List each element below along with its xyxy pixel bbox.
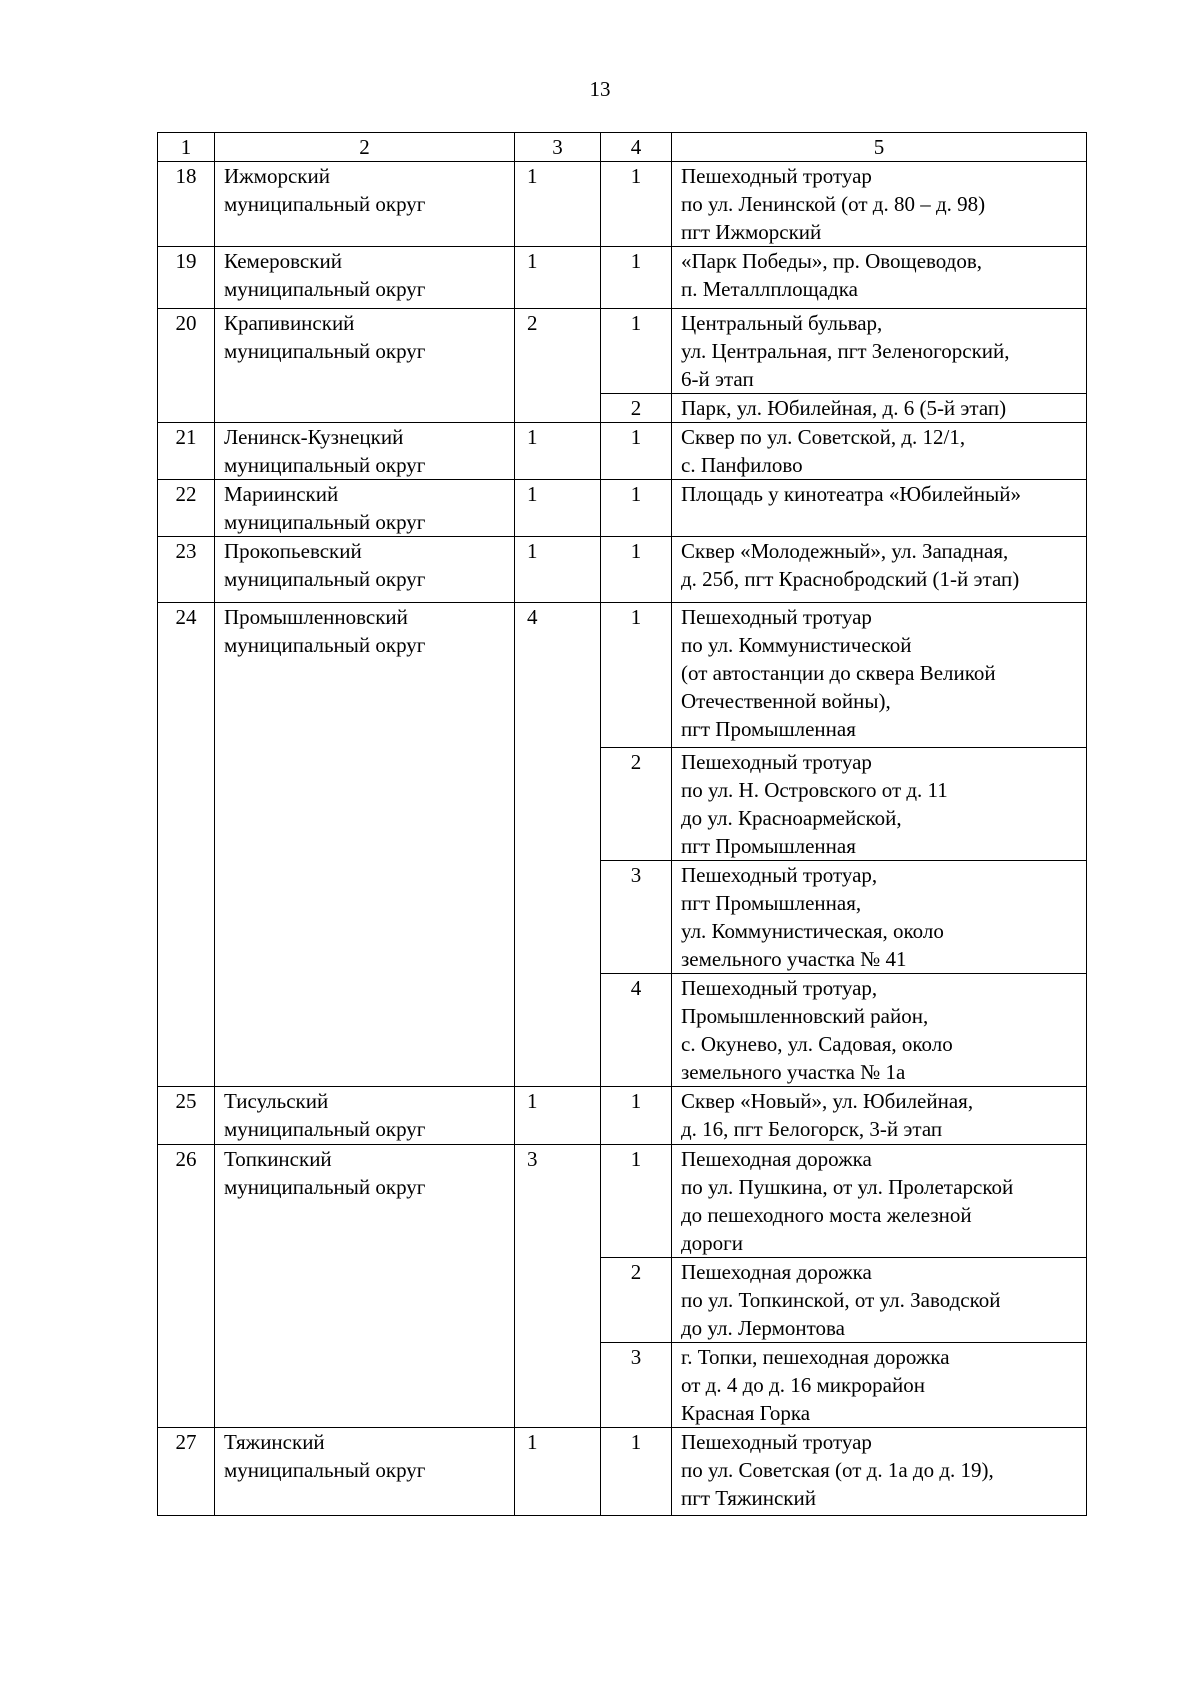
row-number: 19 (158, 247, 215, 309)
page-number: 13 (589, 77, 611, 101)
district-name (215, 1145, 515, 1428)
objects-count: 1 (515, 162, 601, 247)
header-row (158, 133, 1087, 162)
district-name (215, 537, 515, 603)
object-description (672, 1343, 1087, 1428)
header-cell-3: 3 (515, 133, 601, 162)
text-line: пгт Тяжинский (681, 1486, 816, 1510)
text-line: Ижморский (224, 164, 330, 188)
text-line: ул. Коммунистическая, около (681, 919, 944, 943)
objects-count: 1 (515, 480, 601, 537)
text-line: муниципальный округ (224, 1117, 426, 1141)
object-description (672, 603, 1087, 748)
row-number: 20 (158, 309, 215, 423)
text-line: Пешеходный тротуар (681, 750, 872, 774)
text-line: пгт Промышленная (681, 717, 856, 741)
object-number: 1 (601, 309, 672, 394)
objects-count: 1 (515, 537, 601, 603)
text-line: Отечественной войны), (681, 689, 891, 713)
text-line: Ленинск-Кузнецкий (224, 425, 404, 449)
district-name (215, 423, 515, 480)
district-name (215, 603, 515, 1087)
text-line: «Парк Победы», пр. Овощеводов, (681, 249, 983, 273)
table-row (158, 162, 1087, 247)
text-line: п. Металлплощадка (681, 277, 858, 301)
table-row (158, 1145, 1087, 1258)
text-line: муниципальный округ (224, 1458, 426, 1482)
table-row (158, 480, 1087, 537)
text-line: Пешеходная дорожка (681, 1147, 872, 1171)
text-line: Прокопьевский (224, 539, 362, 563)
objects-count: 1 (515, 247, 601, 309)
text-line: Промышленновский район, (681, 1004, 929, 1028)
object-description (672, 1258, 1087, 1343)
text-line: от д. 4 до д. 16 микрорайон (681, 1373, 925, 1397)
object-number: 3 (601, 861, 672, 974)
row-number: 21 (158, 423, 215, 480)
object-number: 1 (601, 1428, 672, 1516)
row-number: 24 (158, 603, 215, 1087)
table-row (158, 537, 1087, 603)
text-line: пгт Промышленная, (681, 891, 862, 915)
row-number: 27 (158, 1428, 215, 1516)
objects-count: 1 (515, 1428, 601, 1516)
text-line: с. Окунево, ул. Садовая, около (681, 1032, 953, 1056)
table-row (158, 247, 1087, 309)
text-line: до ул. Лермонтова (681, 1316, 845, 1340)
row-number: 18 (158, 162, 215, 247)
object-number: 2 (601, 1258, 672, 1343)
text-line: муниципальный округ (224, 339, 426, 363)
text-line: Пешеходный тротуар, (681, 863, 878, 887)
text-line: до пешеходного моста железной (681, 1203, 972, 1227)
object-description (672, 861, 1087, 974)
text-line: по ул. Ленинской (от д. 80 – д. 98) (681, 192, 986, 216)
object-description (672, 394, 1087, 423)
object-description (672, 480, 1087, 537)
objects-count: 2 (515, 309, 601, 423)
district-name (215, 480, 515, 537)
text-line: Сквер «Новый», ул. Юбилейная, (681, 1089, 974, 1113)
object-number: 1 (601, 1087, 672, 1145)
text-line: по ул. Топкинской, от ул. Заводской (681, 1288, 1001, 1312)
table-row (158, 1428, 1087, 1516)
text-line: Кемеровский (224, 249, 342, 273)
table-row (158, 1087, 1087, 1145)
text-line: муниципальный округ (224, 453, 426, 477)
objects-count: 3 (515, 1145, 601, 1428)
text-line: Пешеходный тротуар (681, 164, 872, 188)
table-row (158, 423, 1087, 480)
text-line: г. Топки, пешеходная дорожка (681, 1345, 950, 1369)
district-name (215, 162, 515, 247)
text-line: Крапивинский (224, 311, 355, 335)
text-line: земельного участка № 1а (681, 1060, 906, 1084)
object-description (672, 247, 1087, 309)
objects-table (157, 132, 1087, 1516)
text-line: Сквер по ул. Советской, д. 12/1, (681, 425, 966, 449)
text-line: Сквер «Молодежный», ул. Западная, (681, 539, 1009, 563)
text-line: по ул. Н. Островского от д. 11 (681, 778, 948, 802)
table-body (158, 133, 1087, 1516)
row-number: 23 (158, 537, 215, 603)
table-row (158, 603, 1087, 748)
text-line: Тяжинский (224, 1430, 325, 1454)
object-description (672, 423, 1087, 480)
text-line: Пешеходный тротуар (681, 605, 872, 629)
object-description (672, 162, 1087, 247)
text-line: земельного участка № 41 (681, 947, 907, 971)
object-number: 1 (601, 480, 672, 537)
object-description (672, 1087, 1087, 1145)
text-line: 6-й этап (681, 367, 754, 391)
objects-count: 1 (515, 1087, 601, 1145)
object-number: 2 (601, 748, 672, 861)
object-number: 1 (601, 603, 672, 748)
object-number: 2 (601, 394, 672, 423)
text-line: (от автостанции до сквера Великой (681, 661, 996, 685)
object-description (672, 1428, 1087, 1516)
object-description (672, 309, 1087, 394)
object-description (672, 1145, 1087, 1258)
header-cell-4: 4 (601, 133, 672, 162)
object-number: 1 (601, 1145, 672, 1258)
text-line: Промышленновский (224, 605, 408, 629)
object-number: 1 (601, 537, 672, 603)
object-description (672, 748, 1087, 861)
text-line: Пешеходный тротуар (681, 1430, 872, 1454)
object-description (672, 537, 1087, 603)
table-row (158, 309, 1087, 394)
text-line: муниципальный округ (224, 277, 426, 301)
text-line: Мариинский (224, 482, 339, 506)
object-number: 1 (601, 162, 672, 247)
text-line: пгт Ижморский (681, 220, 822, 244)
object-description (672, 974, 1087, 1087)
row-number: 25 (158, 1087, 215, 1145)
text-line: муниципальный округ (224, 1175, 426, 1199)
text-line: муниципальный округ (224, 567, 426, 591)
header-cell-1: 1 (158, 133, 215, 162)
text-line: муниципальный округ (224, 633, 426, 657)
object-number: 3 (601, 1343, 672, 1428)
text-line: Красная Горка (681, 1401, 811, 1425)
text-line: д. 25б, пгт Краснобродский (1-й этап) (681, 567, 1020, 591)
row-number: 22 (158, 480, 215, 537)
header-cell-5: 5 (672, 133, 1087, 162)
text-line: по ул. Коммунистической (681, 633, 912, 657)
text-line: Топкинский (224, 1147, 332, 1171)
text-line: Центральный бульвар, (681, 311, 883, 335)
text-line: муниципальный округ (224, 510, 426, 534)
objects-count: 1 (515, 423, 601, 480)
text-line: ул. Центральная, пгт Зеленогорский, (681, 339, 1010, 363)
object-number: 4 (601, 974, 672, 1087)
text-line: Площадь у кинотеатра «Юбилейный» (681, 482, 1021, 506)
text-line: дороги (681, 1231, 744, 1255)
text-line: муниципальный округ (224, 192, 426, 216)
district-name (215, 247, 515, 309)
text-line: по ул. Советская (от д. 1а до д. 19), (681, 1458, 994, 1482)
text-line: пгт Промышленная (681, 834, 856, 858)
text-line: Парк, ул. Юбилейная, д. 6 (5-й этап) (681, 396, 1007, 420)
row-number: 26 (158, 1145, 215, 1428)
header-cell-2: 2 (215, 133, 515, 162)
object-number: 1 (601, 423, 672, 480)
text-line: с. Панфилово (681, 453, 803, 477)
district-name (215, 1428, 515, 1516)
text-line: по ул. Пушкина, от ул. Пролетарской (681, 1175, 1014, 1199)
district-name (215, 309, 515, 423)
text-line: Тисульский (224, 1089, 329, 1113)
district-name (215, 1087, 515, 1145)
object-number: 1 (601, 247, 672, 309)
text-line: до ул. Красноармейской, (681, 806, 902, 830)
text-line: Пешеходная дорожка (681, 1260, 872, 1284)
text-line: Пешеходный тротуар, (681, 976, 878, 1000)
text-line: д. 16, пгт Белогорск, 3-й этап (681, 1117, 943, 1141)
objects-count: 4 (515, 603, 601, 1087)
